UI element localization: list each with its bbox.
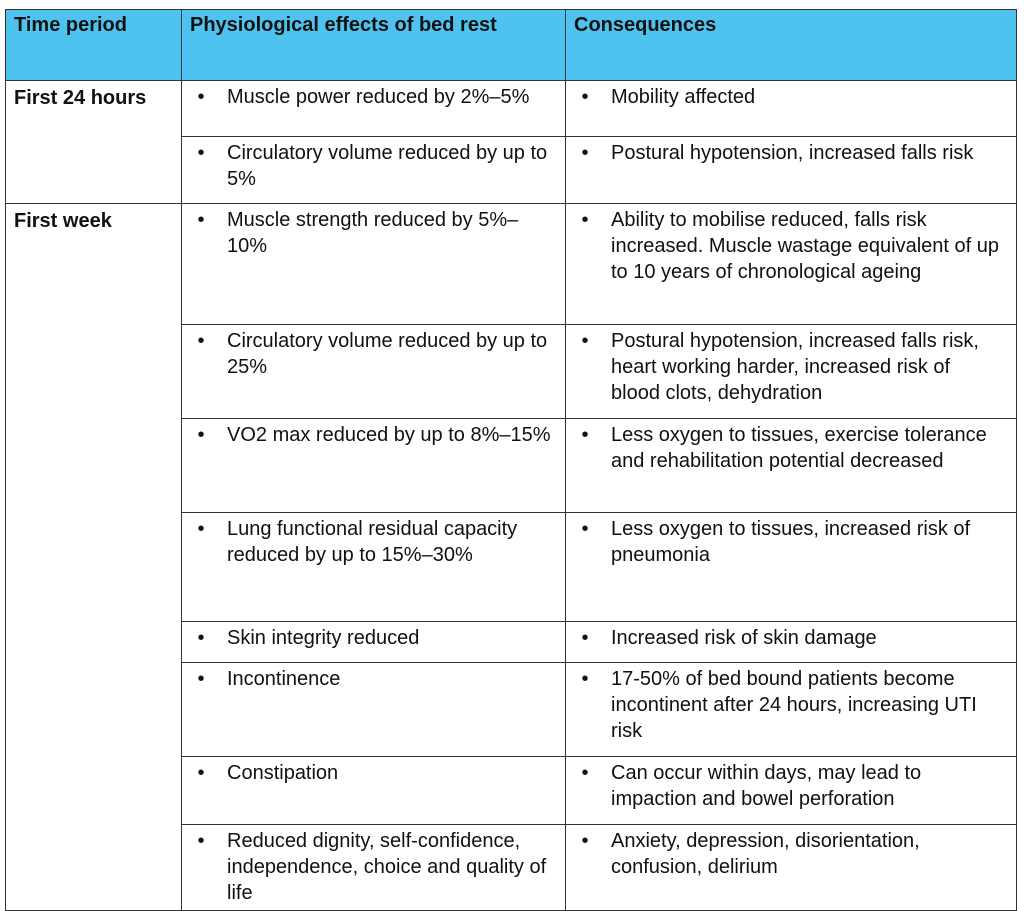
effect-text: Lung functional residual capacity reduced by up to 15%–30% [227,518,518,566]
header-physiological-effects: Physiological effects of bed rest [182,10,566,81]
bullet-icon: • [197,830,205,852]
consequence-cell [566,137,1017,204]
table-body [6,81,1017,911]
consequence-cell [566,825,1017,911]
bullet-icon: • [581,424,589,446]
effect-cell [182,137,566,204]
bullet-icon: • [581,209,589,231]
bullet-icon: • [581,762,589,784]
consequence-text: 17-50% of bed bound patients become incontinent after 24 hours, increasing UTI risk [611,668,977,742]
effect-cell [182,204,566,325]
consequence-text: Can occur within days, may lead to impaction and bowel perforation [611,762,922,810]
effect-cell [182,419,566,513]
consequence-cell [566,513,1017,622]
time-period-cell: First week [6,204,182,911]
effect-cell [182,325,566,419]
consequence-text: Increased risk of skin damage [611,627,877,649]
bullet-icon: • [197,209,205,231]
consequence-cell [566,204,1017,325]
table-row [6,204,1017,325]
table-row [6,81,1017,137]
bullet-icon: • [581,330,589,352]
consequence-cell [566,663,1017,757]
consequence-text: Mobility affected [611,86,756,108]
effect-text: VO2 max reduced by up to 8%–15% [227,424,551,446]
table-header [6,10,1017,81]
consequence-text: Anxiety, depression, disorientation, confusion, delirium [611,830,920,878]
bullet-icon: • [581,142,589,164]
consequence-cell [566,81,1017,137]
effect-text: Circulatory volume reduced by up to 25% [227,330,548,378]
bullet-icon: • [581,518,589,540]
effect-cell [182,81,566,137]
bullet-icon: • [581,668,589,690]
bullet-icon: • [197,668,205,690]
effect-text: Circulatory volume reduced by up to 5% [227,142,548,190]
effect-text: Constipation [227,762,339,784]
effect-cell [182,663,566,757]
bullet-icon: • [197,762,205,784]
bullet-icon: • [581,86,589,108]
header-consequences: Consequences [566,10,1017,81]
effect-cell [182,757,566,825]
effect-text: Incontinence [227,668,341,690]
consequence-text: Ability to mobilise reduced, falls risk increased. Muscle wastage equivalent of up to 10 years of chronological ageing [611,209,1000,283]
consequence-text: Postural hypotension, increased falls risk, heart working harder, increased risk of blood clots, dehydration [611,330,979,404]
effect-cell [182,622,566,663]
effect-cell [182,825,566,911]
consequence-cell [566,757,1017,825]
bullet-icon: • [581,830,589,852]
consequence-cell [566,622,1017,663]
consequence-text: Postural hypotension, increased falls risk [611,142,974,164]
effect-cell [182,513,566,622]
consequence-cell [566,325,1017,419]
time-period-cell: First 24 hours [6,81,182,204]
header-row [6,10,1017,81]
header-time-period: Time period [6,10,182,81]
bullet-icon: • [197,330,205,352]
consequence-text: Less oxygen to tissues, increased risk of pneumonia [611,518,971,566]
bullet-icon: • [581,627,589,649]
bullet-icon: • [197,86,205,108]
effect-text: Reduced dignity, self-confidence, independence, choice and quality of life [227,830,547,904]
bed-rest-effects-table [5,9,1017,911]
bullet-icon: • [197,518,205,540]
consequence-cell [566,419,1017,513]
bullet-icon: • [197,424,205,446]
bullet-icon: • [197,142,205,164]
effect-text: Muscle power reduced by 2%–5% [227,86,530,108]
effect-text: Muscle strength reduced by 5%–10% [227,209,519,257]
consequence-text: Less oxygen to tissues, exercise tolerance and rehabilitation potential decreased [611,424,987,472]
effect-text: Skin integrity reduced [227,627,420,649]
bullet-icon: • [197,627,205,649]
